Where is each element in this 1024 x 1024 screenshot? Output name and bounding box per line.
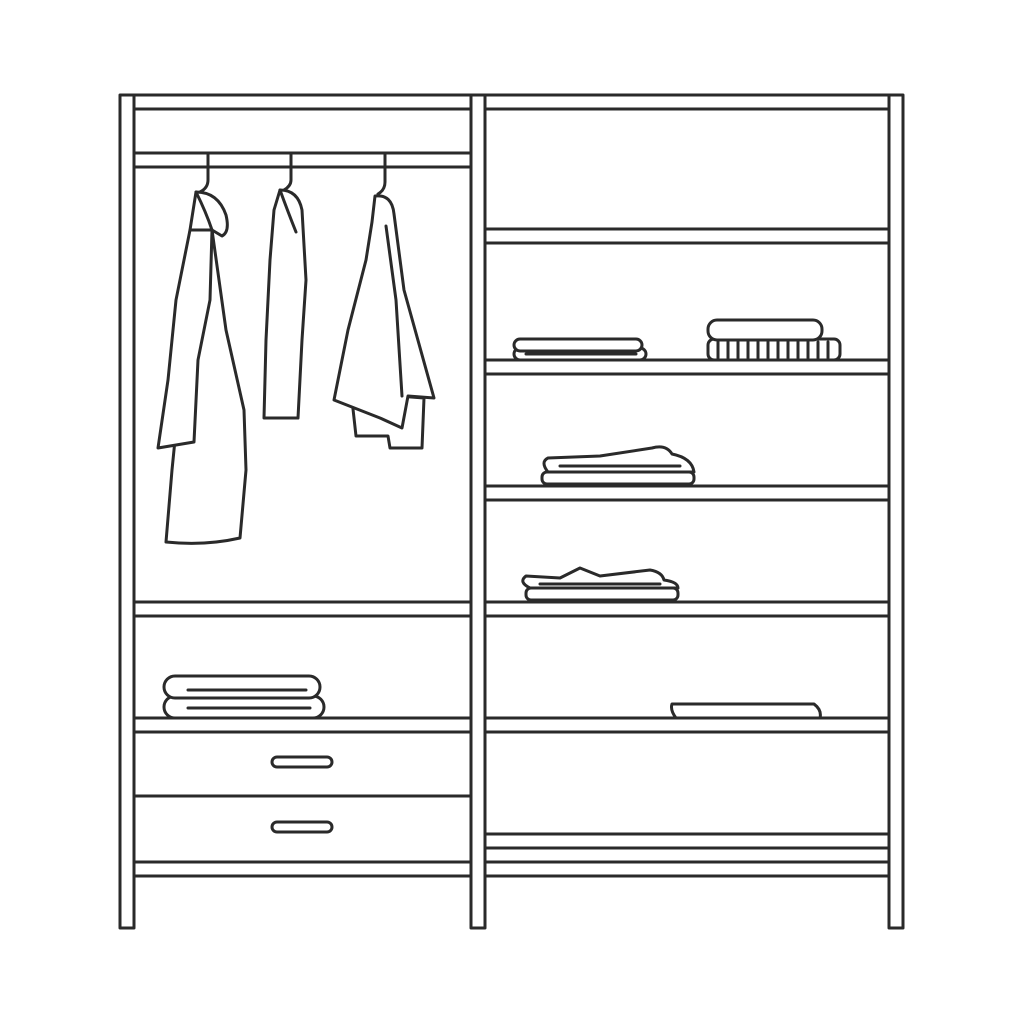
folded-item — [542, 472, 694, 484]
hanging-coat — [158, 153, 246, 543]
folded-stack-b — [708, 320, 840, 360]
folded-item — [672, 704, 821, 718]
jacket-body — [334, 196, 434, 428]
folded-item-top — [544, 447, 694, 472]
right-shelf-3 — [485, 486, 889, 500]
right-post — [889, 95, 903, 928]
folded-item — [514, 339, 642, 351]
drawer-handle — [272, 757, 332, 767]
bottom-rail-right — [485, 862, 889, 876]
right-shelf-4 — [485, 602, 889, 616]
drawer-upper — [134, 732, 471, 796]
folded-stack-e — [672, 704, 821, 718]
folded-stack-d — [523, 568, 678, 600]
top-rail-right — [485, 95, 889, 109]
right-shelf-1 — [485, 229, 889, 243]
center-post — [471, 95, 485, 928]
folded-item — [708, 320, 822, 340]
folded-item — [526, 588, 678, 600]
shirt-body — [264, 190, 306, 418]
left-post — [120, 95, 134, 928]
right-section — [485, 229, 889, 848]
right-shelf-2 — [485, 360, 889, 374]
hanging-shirt — [264, 153, 306, 418]
left-shelf-upper — [134, 602, 471, 616]
left-section — [134, 153, 471, 862]
right-shelf-6 — [485, 834, 889, 848]
top-rail-left — [134, 95, 471, 109]
hanging-rail — [134, 153, 471, 167]
hanging-jacket — [334, 153, 434, 448]
folded-towels-left — [164, 676, 324, 718]
bottom-rail-left — [134, 862, 471, 876]
folded-stack-a — [514, 339, 646, 360]
drawer-lower — [134, 796, 471, 862]
towel — [164, 676, 320, 698]
folded-stack-c — [542, 447, 694, 484]
drawer-handle — [272, 822, 332, 832]
left-shelf-lower — [134, 718, 471, 732]
right-shelf-5 — [485, 718, 889, 732]
